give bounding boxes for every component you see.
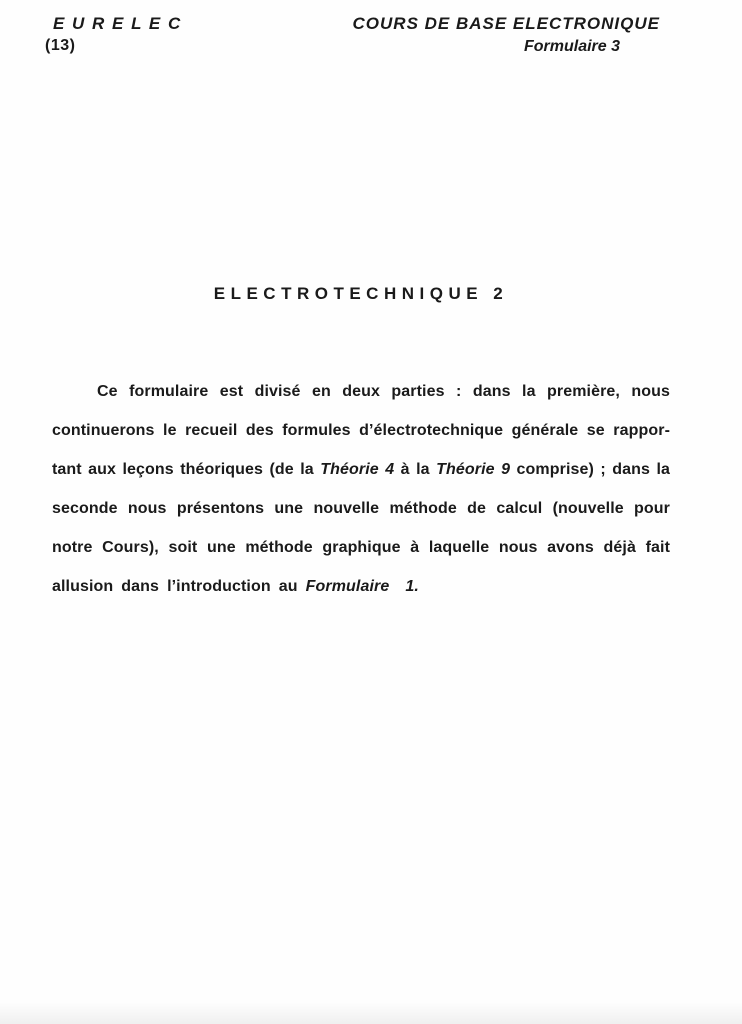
italic-reference: Théorie 4 (320, 461, 395, 478)
text-segment: à la (394, 461, 437, 478)
text-segment: tant aux leçons théoriques (de la (52, 461, 321, 478)
page-header-left (45, 14, 182, 55)
italic-reference: Théorie 9 (436, 461, 511, 478)
paragraph-line (52, 567, 670, 606)
paragraph-line (52, 411, 670, 450)
text-segment: Ce formulaire est divisé en deux parties : dans la première, nous (97, 383, 670, 400)
text-segment: notre Cours), soit une méthode graphique à laquelle nous avons déjà fait (52, 539, 670, 556)
paragraph-line (52, 489, 670, 528)
text-segment: continuerons le recueil des formules d’électrotechnique générale se rappor- (52, 422, 670, 439)
formulaire-number: Formulaire 3 (523, 38, 620, 55)
text-segment: seconde nous présentons une nouvelle méthode de calcul (nouvelle pour (52, 500, 670, 517)
text-segment: allusion dans l’introduction au (52, 578, 306, 595)
paragraph-line (52, 372, 670, 411)
page-header-right (353, 14, 660, 56)
text-segment: comprise) ; dans la (510, 461, 671, 478)
section-title: ELECTROTECHNIQUE 2 (213, 284, 509, 303)
body-paragraph (52, 372, 670, 606)
italic-reference: Formulaire 1. (305, 578, 419, 595)
paragraph-line (52, 450, 670, 489)
paragraph-line (52, 528, 670, 567)
course-title: COURS DE BASE ELECTRONIQUE (352, 14, 660, 33)
publisher-name: E U R E L E C (53, 14, 182, 33)
page-bottom-shadow (0, 1002, 742, 1024)
issue-number: (13) (45, 37, 76, 54)
